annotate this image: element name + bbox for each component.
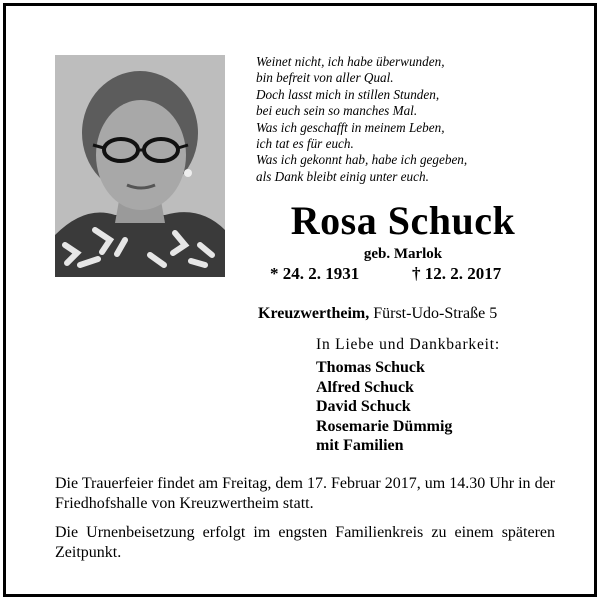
poem-line: bin befreit von aller Qual. [256, 70, 394, 86]
poem-line: Was ich geschafft in meinem Leben, [256, 119, 445, 135]
mourner-name: Rosemarie Dümmig [316, 417, 453, 435]
address [258, 304, 497, 324]
poem-line: Doch lasst mich in stillen Stunden, [256, 86, 440, 102]
address-town: Kreuzwertheim, [258, 305, 370, 322]
poem-line: Was ich gekonnt hab, habe ich gegeben, [256, 152, 468, 168]
birth-name: geb. Marlok [363, 246, 443, 262]
mourner-name: mit Familien [316, 437, 404, 455]
memorial-poem [256, 54, 556, 185]
mourner-name: Alfred Schuck [316, 378, 414, 396]
poem-line: Weinet nicht, ich habe überwunden, [256, 54, 445, 69]
mourners-intro: In Liebe und Dankbarkeit: [316, 336, 500, 353]
poem-line: bei euch sein so manches Mal. [256, 103, 418, 119]
portrait-photo [55, 55, 225, 277]
address-street: Fürst-Udo-Straße 5 [373, 305, 498, 322]
obituary-notice [3, 3, 597, 597]
mourner-name: Thomas Schuck [316, 359, 425, 376]
poem-line: als Dank bleibt einig unter euch. [256, 168, 429, 184]
deceased-name: Rosa Schuck [290, 198, 516, 243]
funeral-notice: Die Trauerfeier findet am Freitag, dem 17. Februar 2017, um 14.30 Uhr in der Friedhofshalle von Kreuzwertheim statt. [55, 475, 555, 512]
portrait-photo-image [55, 55, 225, 277]
mourners-list [316, 358, 452, 456]
death-date: † 12. 2. 2017 [412, 264, 502, 283]
mourner-name: David Schuck [316, 398, 411, 416]
burial-notice: Die Urnenbeisetzung erfolgt im engsten Familienkreis zu einem späteren Zeitpunkt. [55, 524, 555, 561]
birth-date: * 24. 2. 1931 [270, 264, 360, 283]
poem-line: ich tat es für euch. [256, 136, 354, 152]
